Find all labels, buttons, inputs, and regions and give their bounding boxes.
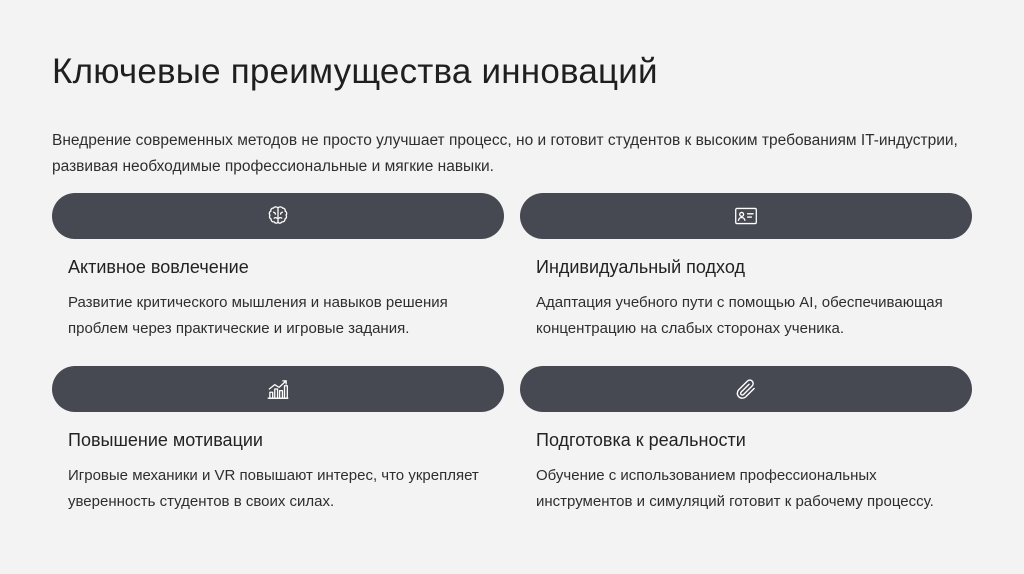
card-motivation bbox=[52, 366, 504, 515]
card-icon-bar bbox=[52, 366, 504, 412]
card-description: Развитие критического мышления и навыков решения проблем через практические и игровые задания. bbox=[68, 294, 448, 337]
card-heading: Повышение мотивации bbox=[68, 430, 263, 450]
card-icon-bar bbox=[520, 193, 972, 239]
card-heading: Активное вовлечение bbox=[68, 257, 249, 277]
card-icon-bar bbox=[520, 366, 972, 412]
card-icon-bar bbox=[52, 193, 504, 239]
card-description: Адаптация учебного пути с помощью AI, обеспечивающая концентрацию на слабых сторонах ученика. bbox=[536, 294, 943, 337]
card-individual-approach bbox=[520, 193, 972, 342]
card-reality-prep bbox=[520, 366, 972, 515]
card-heading: Индивидуальный подход bbox=[536, 257, 745, 277]
slide-title: Ключевые преимущества инноваций bbox=[52, 52, 658, 91]
id-card-icon bbox=[733, 203, 759, 229]
card-description: Обучение с использованием профессиональных инструментов и симуляций готовит к рабочему процессу. bbox=[536, 467, 934, 510]
card-heading: Подготовка к реальности bbox=[536, 430, 746, 450]
paperclip-icon bbox=[733, 376, 759, 402]
growth-chart-icon bbox=[265, 376, 291, 402]
brain-icon bbox=[265, 203, 291, 229]
card-description: Игровые механики и VR повышают интерес, что укрепляет уверенность студентов в своих силах. bbox=[68, 467, 479, 510]
slide-intro: Внедрение современных методов не просто улучшает процесс, но и готовит студентов к высоким требованиям IT-индустрии, развивая необходимые профессиональные и мягкие навыки. bbox=[52, 132, 958, 175]
card-active-engagement bbox=[52, 193, 504, 342]
